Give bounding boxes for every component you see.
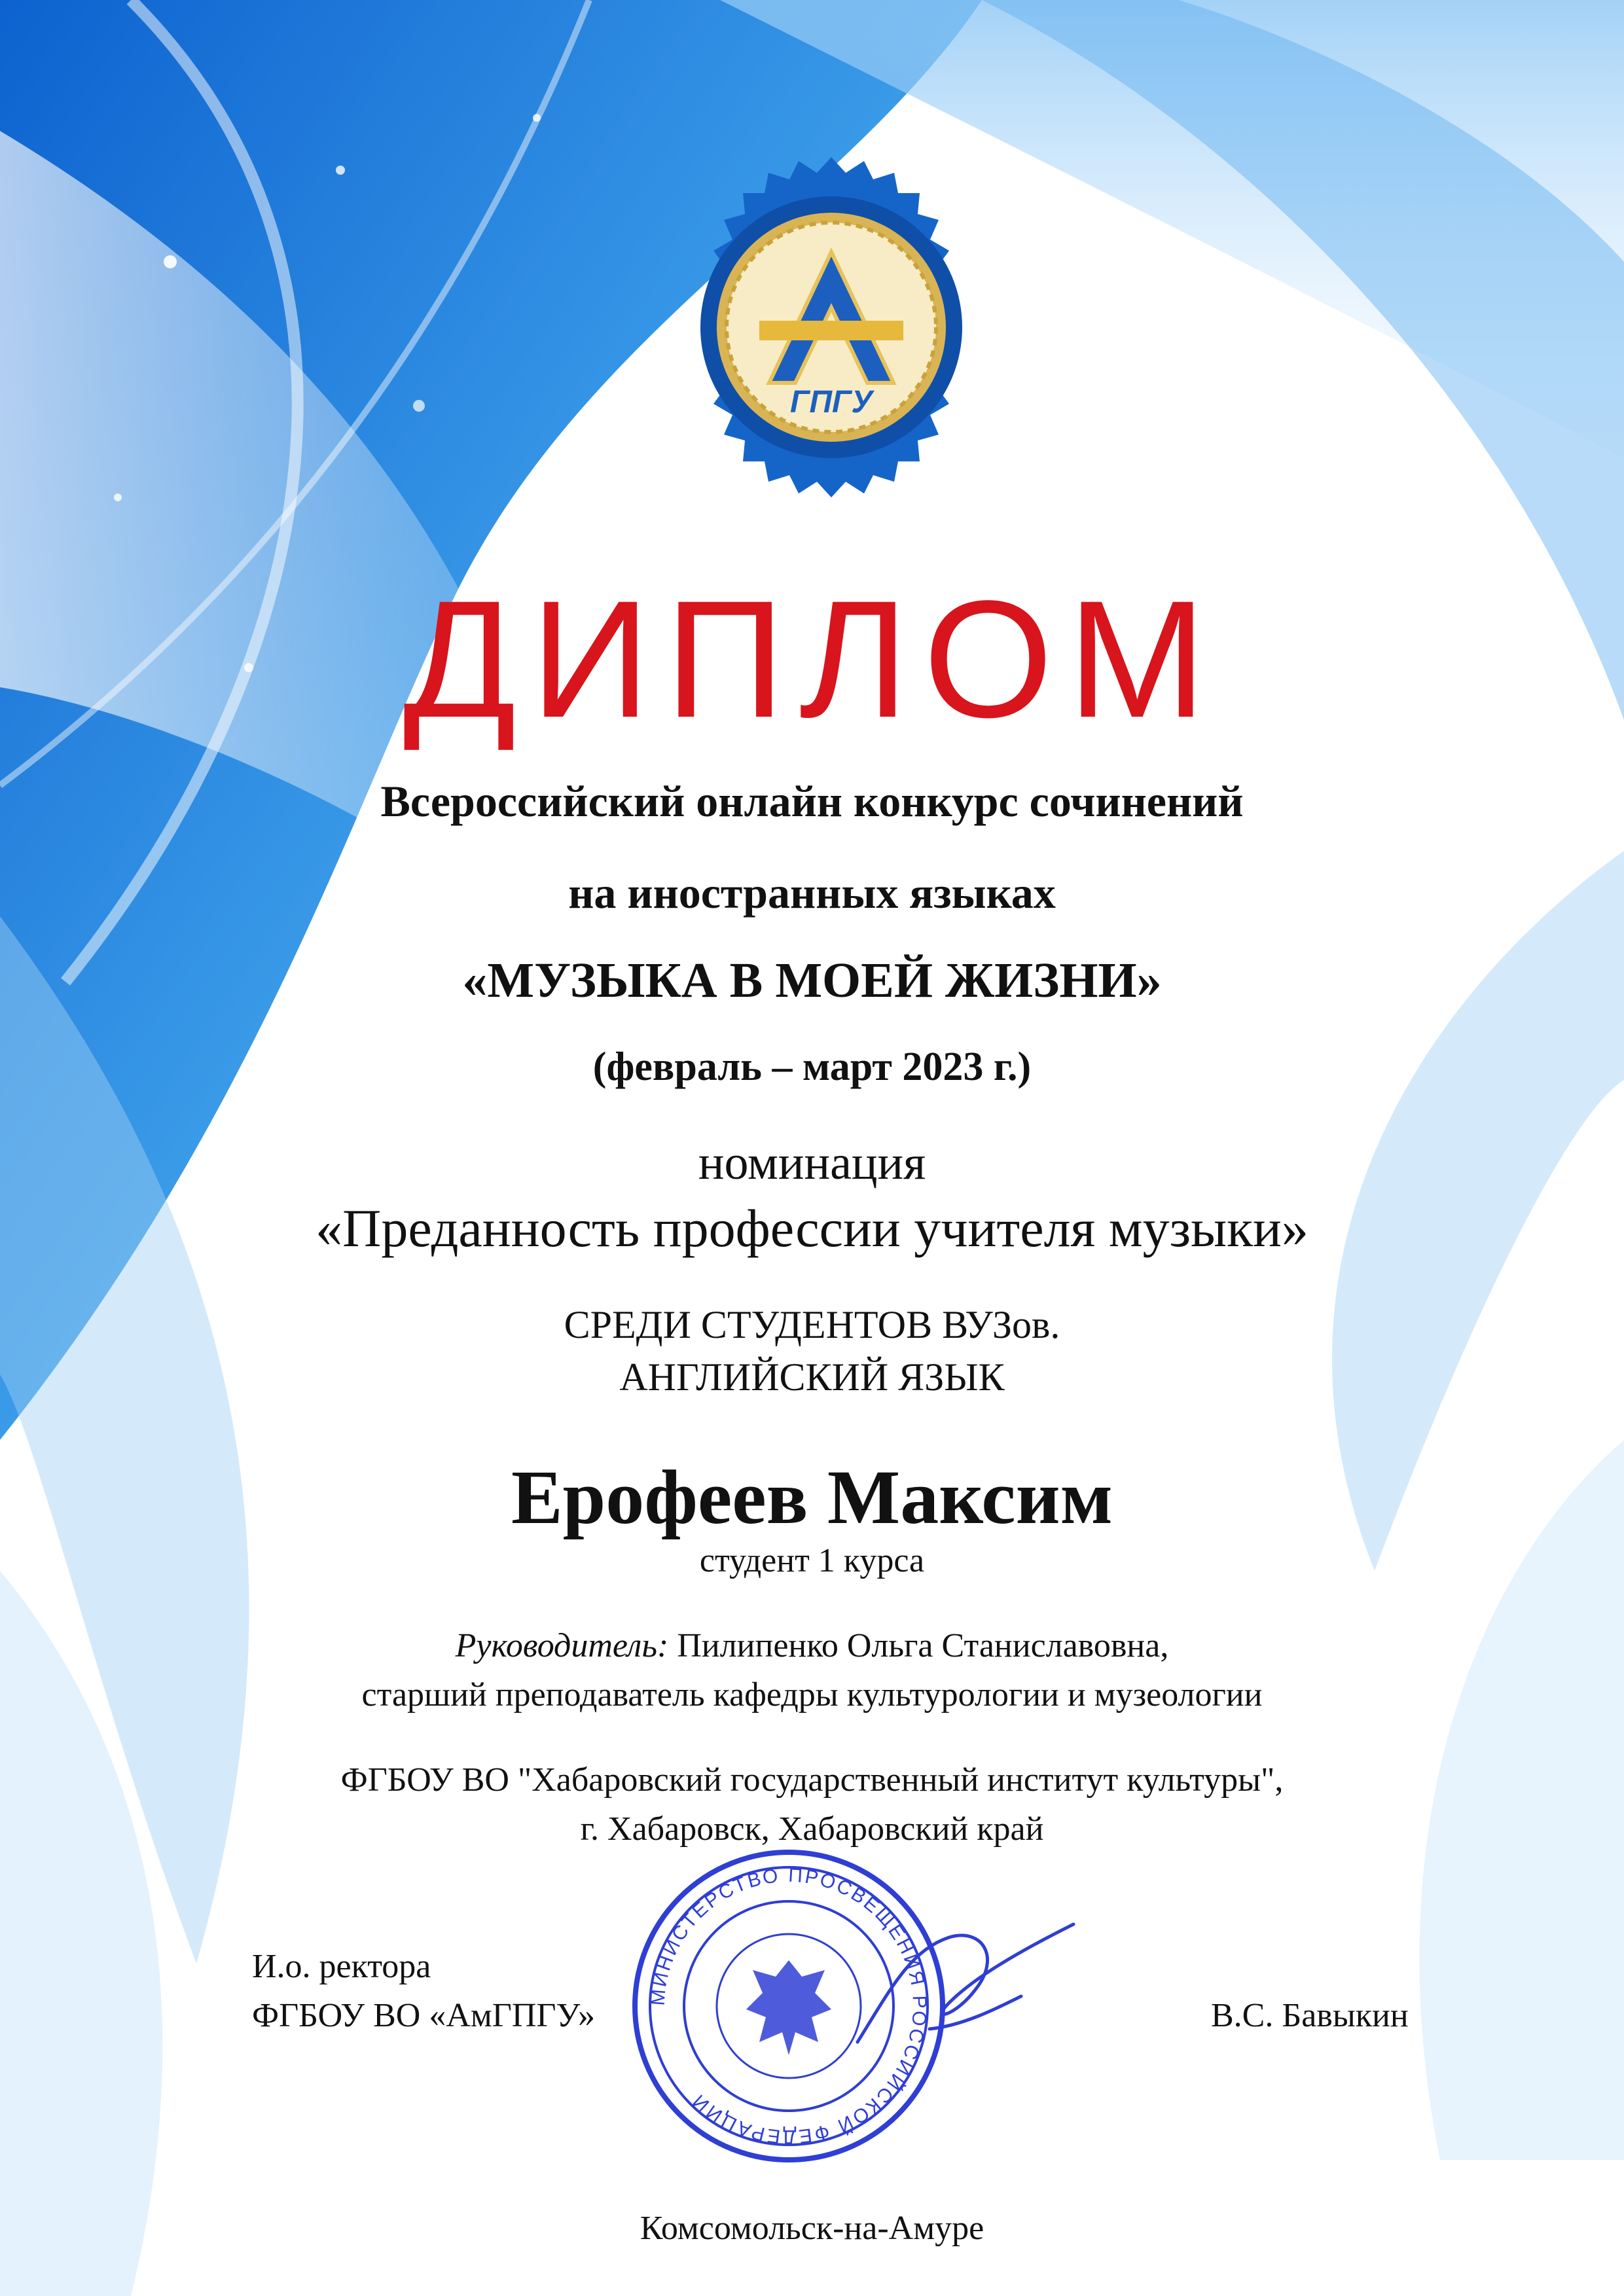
supervisor-label: Руководитель: [455, 1627, 669, 1664]
city: Комсомольск-на-Амуре [640, 2210, 984, 2247]
university-emblem-icon [658, 154, 1005, 501]
supervisor-line [0, 1626, 1624, 1665]
rector-title-line-1: И.о. ректора [252, 1948, 431, 1985]
category-line-2: АНГЛИЙСКИЙ ЯЗЫК [619, 1355, 1005, 1399]
contest-period: (февраль – март 2023 г.) [592, 1045, 1032, 1089]
rector-name: В.С. Бавыкин [1211, 1997, 1409, 2034]
recipient-name: Ерофеев Максим [511, 1454, 1113, 1540]
svg-text:ГПГУ: ГПГУ [790, 385, 873, 420]
contest-line-2: на иностранных языках [568, 868, 1056, 918]
diploma-title: ДИПЛОМ [403, 566, 1221, 753]
nomination-name: «Преданность профессии учителя музыки» [316, 1198, 1308, 1258]
nomination-label: номинация [698, 1136, 926, 1190]
contest-line-1: Всероссийский онлайн конкурс сочинений [380, 776, 1244, 826]
recipient-status: студент 1 курса [699, 1542, 925, 1579]
rector-title-line-2: ФГБОУ ВО «АмГПГУ» [252, 1997, 596, 2034]
supervisor-position: старший преподаватель кафедры культурологии и музеологии [361, 1676, 1263, 1713]
category-line-1: СРЕДИ СТУДЕНТОВ ВУЗов. [564, 1303, 1060, 1346]
organization-line-1: ФГБОУ ВО "Хабаровский государственный институт культуры", [340, 1761, 1284, 1799]
contest-name: «МУЗЫКА В МОЕЙ ЖИЗНИ» [462, 953, 1162, 1008]
seal-text: МИНИСТЕРСТВО ПРОСВЕЩЕНИЯ РОССИЙСКОЙ ФЕДЕРАЦИИ [647, 1864, 931, 2148]
rector-signature [851, 1911, 1087, 2068]
supervisor-name: Пилипенко Ольга Станиславовна, [668, 1627, 1169, 1664]
organization-line-2: г. Хабаровск, Хабаровский край [580, 1810, 1044, 1848]
